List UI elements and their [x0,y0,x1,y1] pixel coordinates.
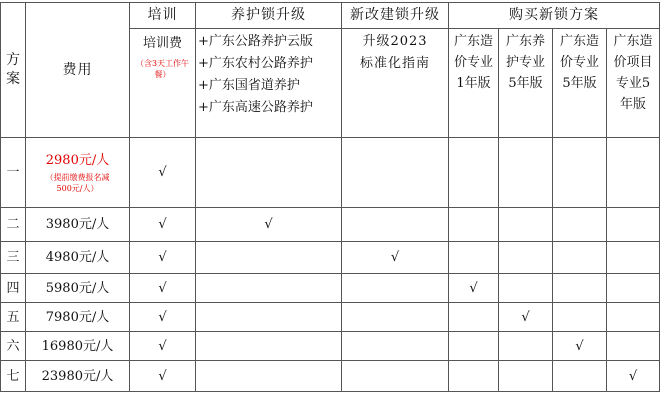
empty-cell [607,208,660,242]
pkg4-line3: 专业5 [615,76,651,91]
empty-cell [449,361,499,392]
check-mark: √ [499,303,553,332]
pkg2-cell [499,29,553,138]
empty-cell [499,332,553,361]
table-row [1,208,660,242]
price-value: 16980元/人 [26,332,130,361]
price-value: 7980元/人 [26,303,130,332]
scheme-index: 四 [1,274,26,303]
empty-cell [553,274,607,303]
cost-header: 费用 [26,3,130,138]
pkg3-line2: 价专业 [559,55,599,70]
new-upgrade-header: 新改建锁升级 [342,3,449,29]
empty-cell [553,208,607,242]
check-mark: √ [449,274,499,303]
pkg2-line1: 广东养 [505,34,545,49]
pkg4-line1: 广东造 [613,34,653,49]
maint-item-1: +广东公路养护云版 [198,34,313,49]
new-upgrade-line1: 升级2023 [362,34,428,49]
empty-cell [342,138,449,208]
empty-cell [449,332,499,361]
pkg1-cell [449,29,499,138]
check-mark: √ [130,361,196,392]
empty-cell [342,208,449,242]
training-fee-cell [130,29,196,138]
empty-cell [449,242,499,274]
training-header: 培训 [130,3,196,29]
scheme-index: 二 [1,208,26,242]
scheme-index: 一 [1,138,26,208]
empty-cell [196,138,342,208]
empty-cell [196,303,342,332]
maint-item-2: +广东农村公路养护 [198,56,313,71]
check-mark: √ [130,242,196,274]
empty-cell [499,242,553,274]
pricing-table [0,2,660,392]
check-mark: √ [130,332,196,361]
new-upgrade-line2: 标准化指南 [359,56,430,71]
table-row [1,242,660,274]
maint-item-4: +广东高速公路养护 [198,100,313,115]
check-mark: √ [130,303,196,332]
pkg3-line3: 5年版 [562,76,597,91]
new-upgrade-cell [342,29,449,138]
price-value: 4980元/人 [26,242,130,274]
pkg4-line4: 年版 [619,97,646,112]
check-mark: √ [607,361,660,392]
empty-cell [449,138,499,208]
empty-cell [196,274,342,303]
scheme-index: 七 [1,361,26,392]
empty-cell [499,208,553,242]
pkg1-line3: 1年版 [456,76,491,91]
scheme-header-text: 方案 [6,52,20,87]
scheme-header [1,3,26,138]
check-mark: √ [196,208,342,242]
empty-cell [499,138,553,208]
empty-cell [196,242,342,274]
scheme-index: 三 [1,242,26,274]
table-row [1,303,660,332]
empty-cell [553,303,607,332]
price-value: 3980元/人 [26,208,130,242]
pkg2-line3: 5年版 [508,76,543,91]
empty-cell [607,332,660,361]
price-note: （提前缴费报名减500元/人） [45,172,110,193]
empty-cell [342,361,449,392]
empty-cell [607,242,660,274]
price-value: 2980元/人 [45,152,110,168]
table-row [1,332,660,361]
table-row [1,138,660,208]
pkg4-line2: 价项目 [613,55,653,70]
empty-cell [449,303,499,332]
price-cell [26,138,130,208]
empty-cell [553,138,607,208]
empty-cell [499,361,553,392]
header-row [1,3,660,29]
check-mark: √ [130,274,196,303]
scheme-index: 六 [1,332,26,361]
table-row [1,361,660,392]
empty-cell [607,303,660,332]
empty-cell [553,242,607,274]
table-row [1,274,660,303]
pkg3-cell [553,29,607,138]
price-value: 5980元/人 [26,274,130,303]
maint-item-3: +广东国省道养护 [198,78,300,93]
check-mark: √ [342,242,449,274]
training-fee-note: （含3天工作午餐） [135,59,190,79]
price-value: 23980元/人 [26,361,130,392]
check-mark: √ [130,138,196,208]
empty-cell [499,274,553,303]
empty-cell [196,361,342,392]
empty-cell [553,361,607,392]
buy-new-header: 购买新锁方案 [449,3,660,29]
pkg2-line2: 护专业 [505,55,545,70]
check-mark: √ [130,208,196,242]
pkg3-line1: 广东造 [559,34,599,49]
empty-cell [196,332,342,361]
pkg4-cell [607,29,660,138]
empty-cell [342,274,449,303]
check-mark: √ [553,332,607,361]
training-fee-label: 培训费 [142,36,182,51]
scheme-index: 五 [1,303,26,332]
empty-cell [607,274,660,303]
maint-upgrade-header: 养护锁升级 [196,3,342,29]
pkg1-line2: 价专业 [453,55,493,70]
empty-cell [342,303,449,332]
maint-items-cell [196,29,342,138]
empty-cell [607,138,660,208]
empty-cell [342,332,449,361]
empty-cell [449,208,499,242]
pkg1-line1: 广东造 [453,34,493,49]
